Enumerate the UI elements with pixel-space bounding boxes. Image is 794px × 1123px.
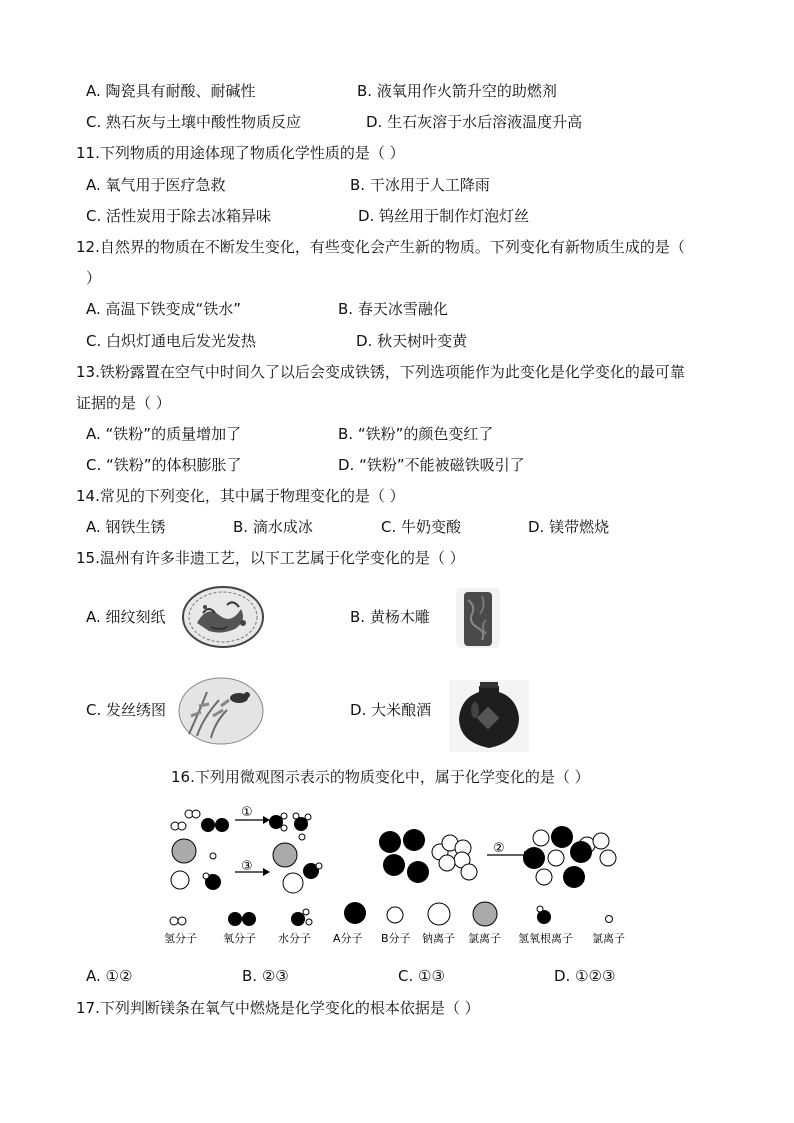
q12-option-c: C. 白炽灯通电后发光发热: [86, 332, 257, 350]
q11-option-b: B. 干冰用于人工降雨: [350, 176, 490, 194]
q13-option-b: B. “铁粉”的颜色变红了: [338, 425, 494, 443]
q13-option-a: A. “铁粉”的质量增加了: [86, 425, 242, 443]
q12-option-b: B. 春天冰雪融化: [338, 300, 448, 318]
q15-option-b: B. 黄杨木雕: [350, 608, 430, 626]
boxwood-carving-image: [452, 586, 504, 650]
q15-stem: 15.温州有许多非遗工艺，以下工艺属于化学变化的是（ ）: [76, 549, 465, 567]
q11-option-a: A. 氧气用于医疗急救: [86, 176, 226, 194]
legend-label: A分子: [333, 932, 363, 945]
legend-label: 氢分子: [164, 932, 197, 945]
q10-option-c: C. 熟石灰与土壤中酸性物质反应: [86, 113, 302, 131]
q17-stem: 17.下列判断镁条在氧气中燃烧是化学变化的根本依据是（ ）: [76, 999, 480, 1017]
legend-label: 氯离子: [468, 932, 501, 945]
q13-option-c: C. “铁粉”的体积膨胀了: [86, 456, 242, 474]
step-2-label: ②: [493, 841, 505, 856]
q10-option-b: B. 液氧用作火箭升空的助燃剂: [357, 82, 557, 100]
legend-label: 水分子: [278, 932, 311, 945]
q11-option-c: C. 活性炭用于除去冰箱异味: [86, 207, 272, 225]
q15-option-d: D. 大米酿酒: [350, 701, 432, 719]
legend-label: 氧分子: [223, 932, 256, 945]
q16-option-a: A. ①②: [86, 967, 133, 985]
rice-wine-jar-image: [449, 680, 529, 752]
q12-stem-cont: ）: [86, 269, 102, 287]
paper-cutting-image: [181, 585, 265, 649]
q13-stem-cont: 证据的是（ ）: [76, 394, 171, 412]
q13-option-d: D. “铁粉”不能被磁铁吸引了: [338, 456, 525, 474]
step-3-label: ③: [241, 859, 253, 874]
q14-stem: 14.常见的下列变化，其中属于物理变化的是（ ）: [76, 487, 405, 505]
legend-symbols: [170, 902, 613, 926]
micro-diagram: [160, 800, 640, 952]
q15-option-c: C. 发丝绣图: [86, 701, 167, 719]
q13-stem: 13.铁粉露置在空气中时间久了以后会变成铁锈，下列选项能作为此变化是化学变化的最可靠: [76, 363, 685, 381]
q12-option-a: A. 高温下铁变成“铁水”: [86, 300, 242, 318]
q10-option-d: D. 生石灰溶于水后溶液温度升高: [366, 113, 583, 131]
q12-option-d: D. 秋天树叶变黄: [356, 332, 468, 350]
reaction-2: [379, 826, 616, 888]
q16-option-b: B. ②③: [242, 967, 289, 985]
q10-option-a: A. 陶瓷具有耐酸、耐碱性: [86, 82, 256, 100]
q14-option-c: C. 牛奶变酸: [381, 518, 462, 536]
q14-option-b: B. 滴水成冰: [233, 518, 313, 536]
legend-labels: [164, 931, 625, 945]
step-1-label: ①: [241, 805, 253, 820]
legend-label: 氯离子: [592, 932, 625, 945]
q15-option-a: A. 细纹刻纸: [86, 608, 166, 626]
q14-option-d: D. 镁带燃烧: [528, 518, 610, 536]
reaction-1: [171, 805, 311, 840]
q11-stem: 11.下列物质的用途体现了物质化学性质的是（ ）: [76, 144, 405, 162]
legend-label: B分子: [381, 932, 411, 945]
q14-option-a: A. 钢铁生锈: [86, 518, 166, 536]
legend-label: 钠离子: [422, 932, 455, 945]
q11-option-d: D. 钨丝用于制作灯泡灯丝: [358, 207, 530, 225]
reaction-3: [171, 839, 322, 893]
q16-stem: 16.下列用微观图示表示的物质变化中，属于化学变化的是（ ）: [171, 768, 590, 786]
hair-embroidery-image: [177, 676, 265, 746]
q12-stem: 12.自然界的物质在不断发生变化，有些变化会产生新的物质。下列变化有新物质生成的是（: [76, 238, 685, 256]
legend-label: 氢氧根离子: [518, 932, 573, 945]
q16-option-d: D. ①②③: [554, 967, 616, 985]
q16-option-c: C. ①③: [398, 967, 445, 985]
